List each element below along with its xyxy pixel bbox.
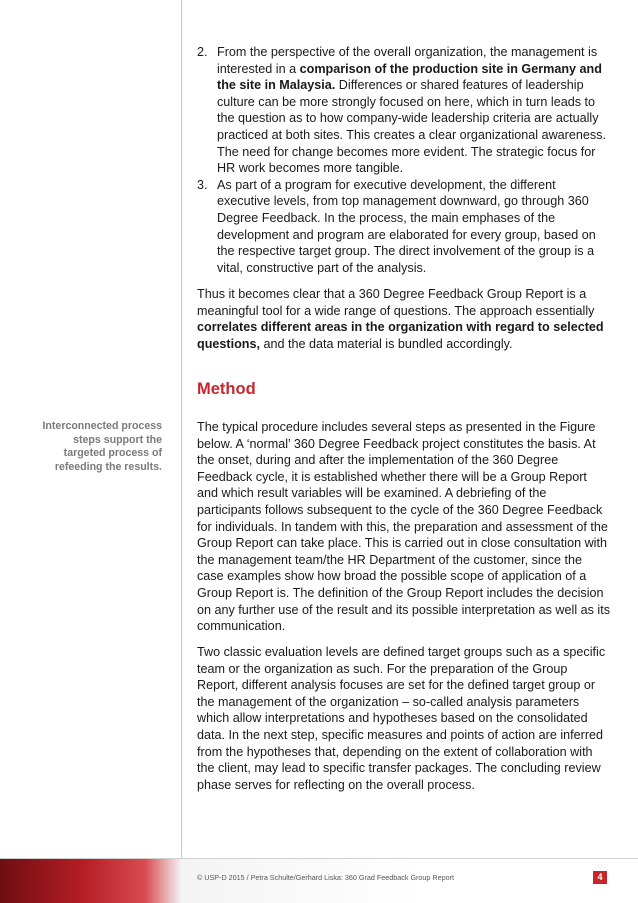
margin-note: Interconnected process steps support the targeted process of refeeding the results. [42, 420, 162, 473]
footer-credit: © USP-D 2015 / Petra Schulte/Gerhard Liska: 360 Grad Feedback Group Report [197, 873, 454, 882]
list-item-emphasis: comparison of the production site in Germany and the site in Malaysia. [217, 61, 602, 93]
summary-emphasis: correlates different areas in the organization with regard to selected questions, [197, 320, 604, 351]
list-item [197, 44, 611, 177]
list-number: 2. [197, 45, 208, 59]
page-number: 4 [593, 871, 607, 884]
summary-paragraph [197, 286, 611, 352]
list-number: 3. [197, 177, 208, 192]
footer-accent-bar [0, 859, 181, 903]
column-divider [181, 0, 182, 858]
summary-text-start: Thus it becomes clear that a 360 Degree Feedback Group Report is a meaningful tool for a wide range of questions. The approach essentially [197, 287, 595, 318]
summary-text-end: and the data material is bundled accordingly. [259, 336, 513, 351]
section-heading: Method [197, 380, 256, 398]
method-paragraph-2: Two classic evaluation levels are defined target groups such as a specific team or the organization as such. For the preparation of the Group Report, different analysis focuses are set for the defined target group or the management of the organization – so-called analysis parameters which allow interpretations and hypotheses based on the consolidated data. In the next step, specific measures and points of action are inferred from the hypotheses that, depending on the extent of collaboration with the client, may lead to specific transfer packages. The concluding review phase serves for reflecting on the overall process. [197, 645, 606, 792]
list-item-text: As part of a program for executive development, the different executive levels, from top management downward, go through 360 Degree Feedback. In the process, the main emphases of the development and program are elaborated for every group, based on the respective target group. The direct involvement of the group is a vital, constructive part of the analysis. [217, 177, 596, 275]
list-item-text-start: From the perspective of the overall organization, the management is interested in a [217, 45, 598, 76]
list-item [197, 177, 611, 277]
numbered-list [197, 44, 611, 276]
list-item-text-end: Differences or shared features of leadership culture can be more strongly focused on here, which in turn leads to the question as to how company-wide leadership criteria are actually practiced at both sites. This creates a clear organizational awareness. The need for change becomes more evident. The strategic focus for HR work becomes more tangible. [217, 78, 606, 176]
method-paragraph-1: The typical procedure includes several steps as presented in the Figure below. A ‘normal’ 360 Degree Feedback project constitutes the basis. At the onset, during and after the implementation of the 360 Degree Feedback cycle, it is established whether there will be a Group Report and which result variables will be examined. A debriefing of the participants follows subsequent to the cycle of the 360 Degree Feedback for individuals. In tandem with this, the preparation and assessment of the Group Report can take place. This is carried out in close consultation with the management team/the HR Department of the customer, since the case examples show how broad the possible scope of application of a Group Report is. The definition of the Group Report includes the decision on any further use of the result and its possible interpretation as well as its communication. [197, 420, 611, 634]
